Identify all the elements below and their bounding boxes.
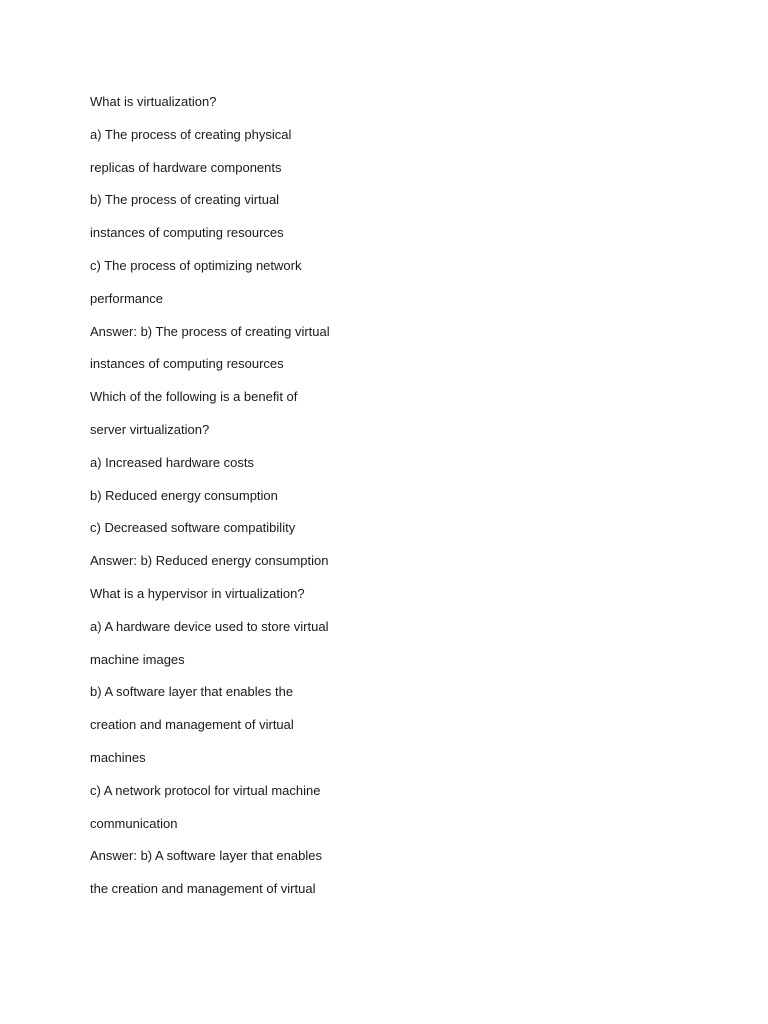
question-3-option-b: b) A software layer that enables the — [90, 684, 294, 700]
question-3-option-a: a) A hardware device used to store virtual — [90, 618, 329, 634]
question-3-option-c-cont: communication — [90, 815, 178, 831]
question-2-cont: server virtualization? — [90, 421, 210, 437]
question-1-option-a: a) The process of creating physical — [90, 126, 292, 142]
question-2-answer: Answer: b) Reduced energy consumption — [90, 553, 329, 569]
question-3-option-a-cont: machine images — [90, 651, 185, 667]
question-3-option-c: c) A network protocol for virtual machine — [90, 782, 321, 798]
question-2-option-b: b) Reduced energy consumption — [90, 487, 278, 503]
question-1: What is virtualization? — [90, 94, 217, 109]
question-1-option-b-cont: instances of computing resources — [90, 225, 284, 241]
question-2: Which of the following is a benefit of — [90, 389, 298, 405]
question-3: What is a hypervisor in virtualization? — [90, 585, 305, 601]
question-1-option-c-cont: performance — [90, 290, 163, 306]
question-3-option-b-cont: creation and management of virtual — [90, 717, 294, 733]
question-1-option-a-cont: replicas of hardware components — [90, 159, 282, 175]
document-text — [90, 93, 430, 913]
question-1-answer: Answer: b) The process of creating virtual — [90, 323, 330, 339]
question-3-answer-cont: the creation and management of virtual — [90, 881, 316, 897]
question-3-answer: Answer: b) A software layer that enables — [90, 848, 322, 864]
question-3-option-b-cont-2: machines — [90, 749, 146, 765]
question-1-answer-cont: instances of computing resources — [90, 356, 284, 372]
question-2-option-a: a) Increased hardware costs — [90, 454, 255, 470]
question-1-option-c: c) The process of optimizing network — [90, 257, 302, 273]
question-2-option-c: c) Decreased software compatibility — [90, 520, 296, 536]
question-1-option-b: b) The process of creating virtual — [90, 192, 280, 208]
